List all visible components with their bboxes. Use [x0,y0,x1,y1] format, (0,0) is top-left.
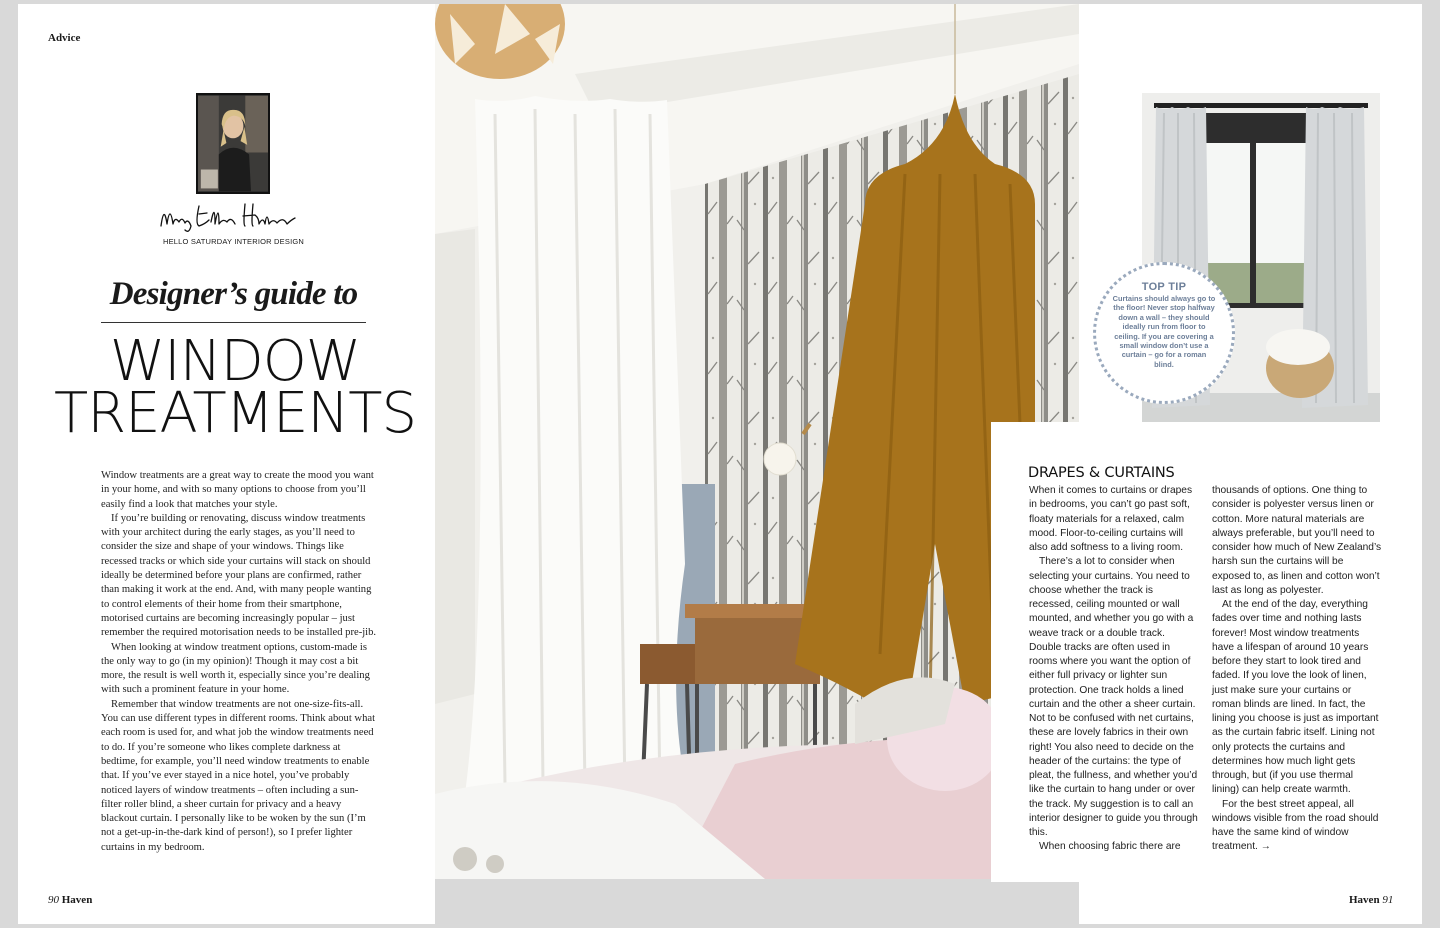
article-headline [40,329,430,446]
top-tip-text: Curtains should always go to the floor! Never stop halfway down a wall – they should ideally run from floor to ceiling. If you are covering a small window don’t use a curtain – go for a roman blind. [1112,294,1216,369]
headline-line-1: WINDOW [109,329,361,394]
intro-body [101,469,378,855]
author-portrait-image [198,95,268,192]
body-column-1 [1029,484,1199,855]
page-number-right: 91 [1382,894,1394,906]
top-tip-title: TOP TIP [1141,281,1187,293]
author-signature [155,196,315,236]
magazine-name-right: Haven [1349,894,1380,906]
page-number-left: 90 [48,894,59,906]
body-column-2 [1212,484,1382,855]
body-paragraph: thousands of options. One thing to consider is polyester versus linen or cotton. More natural materials are always preferable, but you’ll need to consider how much of New Zealand’s harsh sun the curtains will be exposed to, as linen and cotton won’t last as long as polyester. [1212,485,1382,596]
intro-paragraph: Window treatments are a great way to create the mood you want in your home, and with so many options to choose from you’ll easily find a look that matches your style. [101,470,374,510]
body-paragraph: At the end of the day, everything fades over time and nothing lasts forever! Most window treatments have a lifespan of around 10 years before they start to look tired and faded. If you love the look of linen, just make sure your curtains or roman blinds are lined. In fact, the lining you choose is just as important as the curtain fabric itself. Lining not only protects the curtains and determines how much light gets through, but (if you use thermal lining) can help create warmth. [1212,599,1379,796]
article-kicker: Designer’s guide to [109,276,358,312]
intro-paragraph: When looking at window treatment options, custom-made is the only way to go (in my opinion)! Though it may cost a bit more, the result is well worth it, especially since you’re dealing with such a prominent feature in your home. [101,641,370,696]
magazine-name-left: Haven [61,894,93,906]
section-heading: DRAPES & CURTAINS [1028,465,1175,481]
body-paragraph: When choosing fabric there are [1039,841,1181,853]
bedroom-photo [435,4,1079,879]
body-paragraph: For the best street appeal, all windows visible from the road should have the same kind of window treatment. → [1212,798,1379,853]
top-tip-badge [1093,262,1235,404]
folio-right [1349,894,1393,906]
kicker-divider [101,322,366,323]
intro-paragraph: If you’re building or renovating, discuss window treatments with your architect during the early stages, as you’ll need to consider the size and shape of your windows. Things like recessed tracks or which side your curtains will stack on should ideally be determined before your plans are confirmed, rather than making it work at the end. And, with many people wanting to control elements of their home from their smartphone, motorised curtains are becoming increasingly popular – just remember the required motorisation needs to be installed pre-jib. [101,512,377,639]
section-label: Advice [48,32,81,44]
intro-paragraph: Remember that window treatments are not one-size-fits-all. You can use different types in different rooms. Think about what each room is used for, and what job the window treatments need to do. If you’re someone who likes complete darkness at bedtime, for example, you’ll need window treatments to enable that. If you’ve ever stayed in a nice hotel, you’ve probably noticed layers of window treatments – often including a sun-filter roller blind, a sheer curtain for privacy and a heavy blackout curtain. I personally like to be woken by the sun (I’m not a get-up-in-the-dark kind of person!), so I prefer lighter curtains in my bedroom. [101,698,376,853]
author-company: HELLO SATURDAY INTERIOR DESIGN [162,237,305,246]
body-paragraph: There’s a lot to consider when selecting your curtains. You need to choose whether the track is recessed, ceiling mounted or wall mounted, and whether you go with a weave track or a double track. Double tracks are often used in rooms where you want the option of either full privacy or lighter sun protection. One track holds a lined curtain and the other a sheer curtain. Not to be confused with net curtains, these are lovely fabrics in their own right! You also need to decide on the header of the curtains: the type of pleat, the fullness, and whether you’d like the curtain to hang under or over the track. My suggestion is to call an interior designer to guide you through this. [1029,556,1198,838]
bedroom-photo-image [435,4,1079,879]
author-portrait [196,93,270,194]
headline-line-2: TREATMENTS [53,381,416,446]
body-paragraph: When it comes to curtains or drapes in bedrooms, you can’t go past soft, floaty materials for a relaxed, calm mood. Floor-to-ceiling curtains will also add softness to a living room. [1029,485,1193,553]
folio-left [48,894,92,906]
